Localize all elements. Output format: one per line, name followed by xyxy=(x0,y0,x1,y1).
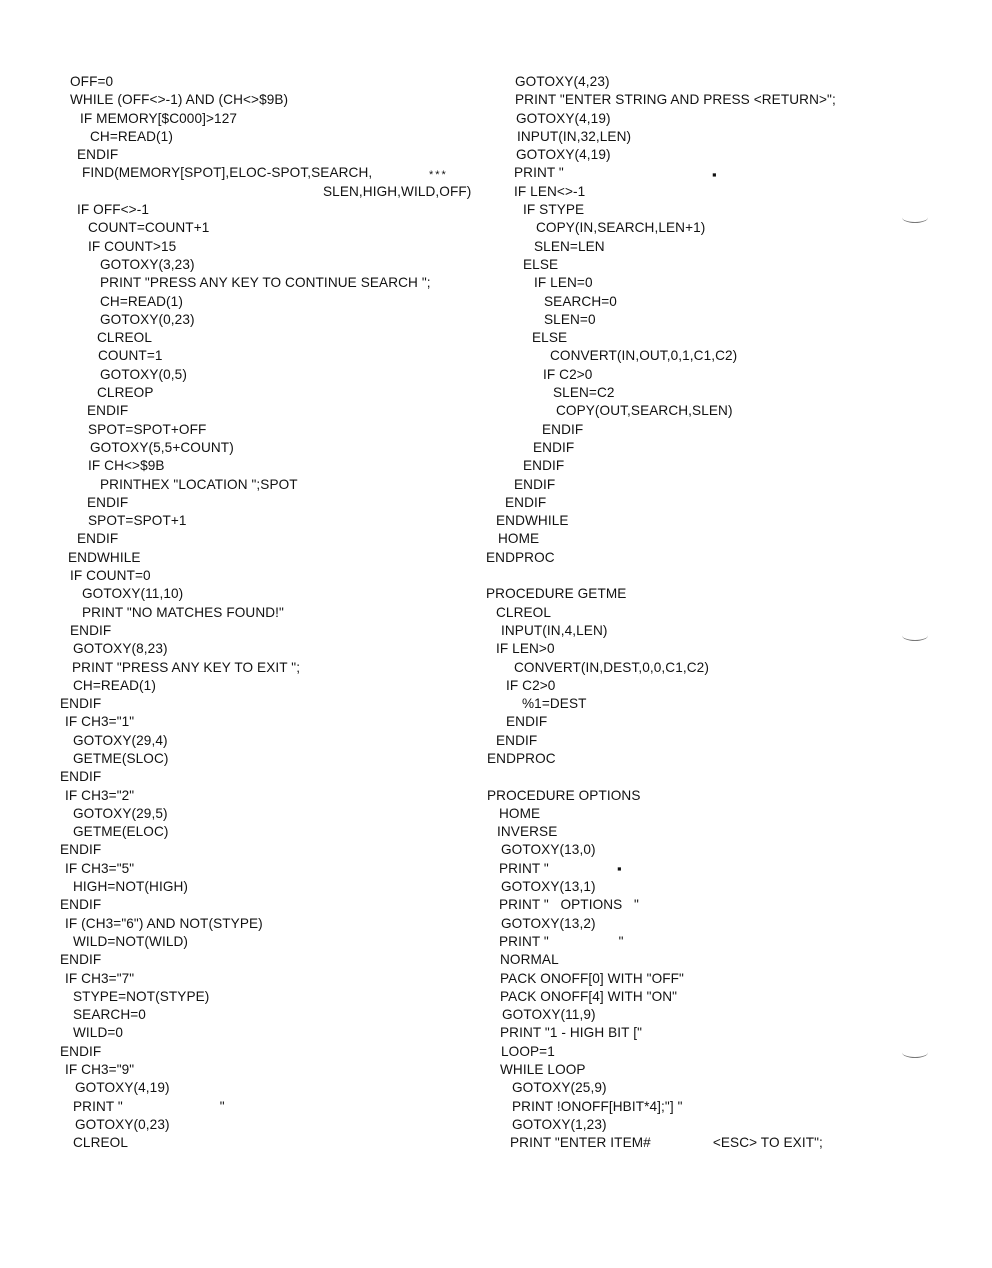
code-line: ENDIF xyxy=(60,696,102,712)
code-line: ELSE xyxy=(523,256,559,272)
code-line: IF LEN=0 xyxy=(534,275,593,291)
code-line: GOTOXY(11,10) xyxy=(82,586,184,602)
code-line: CLREOL xyxy=(496,604,551,620)
code-line: SPOT=SPOT+OFF xyxy=(88,421,207,437)
code-line: IF COUNT>15 xyxy=(88,238,177,254)
code-line: SLEN=0 xyxy=(544,311,596,327)
code-line: IF OFF<>-1 xyxy=(77,202,150,218)
code-column-left xyxy=(60,73,490,1153)
code-line xyxy=(486,768,936,786)
code-line: ENDIF xyxy=(533,439,575,455)
code-line: INPUT(IN,4,LEN) xyxy=(501,622,608,638)
code-line: WILD=0 xyxy=(73,1025,124,1041)
code-line: IF CH3="1" xyxy=(65,714,135,730)
stray-mark-dot: ▪ xyxy=(712,167,717,182)
code-line: GOTOXY(29,5) xyxy=(73,805,168,821)
code-line: FIND(MEMORY[SPOT],ELOC-SPOT,SEARCH, xyxy=(82,165,373,181)
code-line: PRINT "PRESS ANY KEY TO CONTINUE SEARCH "; xyxy=(100,275,431,291)
code-line: IF LEN>0 xyxy=(496,641,555,657)
code-line: IF CH3="9" xyxy=(65,1062,135,1078)
code-line: HOME xyxy=(499,805,541,821)
code-line: GOTOXY(13,0) xyxy=(501,842,596,858)
margin-tick-mark xyxy=(902,212,928,223)
code-line: GOTOXY(0,23) xyxy=(75,1116,170,1132)
code-line: ENDIF xyxy=(87,403,129,419)
code-line: PRINTHEX "LOCATION ";SPOT xyxy=(100,476,298,492)
code-line: GOTOXY(29,4) xyxy=(73,732,168,748)
code-line: GOTOXY(4,19) xyxy=(516,147,611,163)
code-line: IF C2>0 xyxy=(506,677,556,693)
code-line: GOTOXY(25,9) xyxy=(512,1080,607,1096)
code-line: ENDPROC xyxy=(486,549,555,565)
code-line: CH=READ(1) xyxy=(100,293,183,309)
code-line: PRINT " xyxy=(514,165,564,181)
code-line-continuation: SLEN,HIGH,WILD,OFF) xyxy=(323,184,472,199)
code-line: GETME(ELOC) xyxy=(73,824,169,840)
code-line: ENDWHILE xyxy=(496,513,569,529)
code-line: COUNT=COUNT+1 xyxy=(88,220,210,236)
code-line: CLREOL xyxy=(97,330,152,346)
code-line: COPY(OUT,SEARCH,SLEN) xyxy=(556,403,733,419)
code-line: GOTOXY(8,23) xyxy=(73,641,168,657)
code-line: CLREOP xyxy=(97,385,154,401)
code-line: PRINT " " xyxy=(73,1098,225,1114)
code-line: HIGH=NOT(HIGH) xyxy=(73,879,189,895)
code-line: IF COUNT=0 xyxy=(70,568,151,584)
code-line: GOTOXY(4,23) xyxy=(515,74,610,89)
code-line: GOTOXY(0,5) xyxy=(100,366,187,382)
code-line: SLEN=LEN xyxy=(534,238,605,254)
code-line: %1=DEST xyxy=(522,696,587,712)
code-line: CH=READ(1) xyxy=(73,677,156,693)
code-line: ENDIF xyxy=(77,531,119,547)
code-line: PRINT "1 - HIGH BIT [" xyxy=(500,1025,643,1041)
code-line: PROCEDURE GETME xyxy=(486,586,627,602)
margin-tick-mark xyxy=(902,1047,928,1058)
code-line: ENDIF xyxy=(60,897,102,913)
code-line: IF LEN<>-1 xyxy=(514,183,586,199)
code-line: STYPE=NOT(STYPE) xyxy=(73,988,210,1004)
code-line: PRINT !ONOFF[HBIT*4];"] " xyxy=(512,1098,683,1114)
continuation-marker: *** xyxy=(429,169,448,181)
code-line: HOME xyxy=(498,531,540,547)
code-line: IF STYPE xyxy=(523,202,585,218)
code-line xyxy=(486,567,936,585)
code-line: PACK ONOFF[4] WITH "ON" xyxy=(500,988,678,1004)
code-line: IF CH3="7" xyxy=(65,970,135,986)
code-line: ENDIF xyxy=(77,147,119,163)
code-line: IF CH<>$9B xyxy=(88,458,165,474)
code-line: IF C2>0 xyxy=(543,366,593,382)
code-line: ENDIF xyxy=(542,421,584,437)
code-line: GOTOXY(3,23) xyxy=(100,256,195,272)
code-line: INVERSE xyxy=(497,824,558,840)
code-line: IF CH3="5" xyxy=(65,860,135,876)
code-line: WHILE (OFF<>-1) AND (CH<>$9B) xyxy=(70,92,289,108)
code-line: GETME(SLOC) xyxy=(73,750,169,766)
code-line: PRINT "NO MATCHES FOUND!" xyxy=(82,604,284,620)
code-line: WHILE LOOP xyxy=(500,1062,586,1078)
margin-tick-mark xyxy=(902,630,928,641)
code-line: INPUT(IN,32,LEN) xyxy=(517,128,632,144)
code-line: ENDIF xyxy=(60,769,102,785)
code-line: CONVERT(IN,OUT,0,1,C1,C2) xyxy=(550,348,738,364)
code-line: CONVERT(IN,DEST,0,0,C1,C2) xyxy=(514,659,709,675)
code-line: ENDIF xyxy=(496,732,538,748)
code-line: ENDIF xyxy=(70,622,112,638)
code-line: NORMAL xyxy=(500,952,559,968)
code-column-right xyxy=(486,73,936,1153)
code-line: WILD=NOT(WILD) xyxy=(73,933,189,949)
code-line: PRINT " " xyxy=(499,933,624,949)
code-line: PACK ONOFF[0] WITH "OFF" xyxy=(500,970,684,986)
code-line: GOTOXY(13,1) xyxy=(501,879,596,895)
code-line: OFF=0 xyxy=(70,74,114,89)
code-line: PRINT "PRESS ANY KEY TO EXIT "; xyxy=(72,659,301,675)
code-line: CH=READ(1) xyxy=(90,128,173,144)
code-line: ENDIF xyxy=(60,1043,102,1059)
code-line: SPOT=SPOT+1 xyxy=(88,513,187,529)
code-line: IF (CH3="6") AND NOT(STYPE) xyxy=(65,915,263,931)
code-line: COUNT=1 xyxy=(98,348,163,364)
code-line: PRINT " xyxy=(499,860,549,876)
code-line: ELSE xyxy=(532,330,568,346)
code-line: ENDWHILE xyxy=(68,549,141,565)
code-line: ENDIF xyxy=(523,458,565,474)
code-line: GOTOXY(11,9) xyxy=(502,1007,596,1023)
code-line: COPY(IN,SEARCH,LEN+1) xyxy=(536,220,706,236)
code-line: ENDIF xyxy=(60,952,102,968)
code-line: PRINT " OPTIONS " xyxy=(499,897,639,913)
code-line: IF MEMORY[$C000]>127 xyxy=(80,110,238,126)
code-line: ENDIF xyxy=(87,494,129,510)
code-line: ENDPROC xyxy=(487,750,556,766)
code-line: ENDIF xyxy=(60,842,102,858)
code-line: ENDIF xyxy=(506,714,548,730)
code-line: GOTOXY(4,19) xyxy=(516,110,611,126)
code-line: ENDIF xyxy=(505,494,547,510)
code-line: GOTOXY(5,5+COUNT) xyxy=(90,439,234,455)
stray-mark-dot: ▪ xyxy=(617,861,622,876)
code-line: LOOP=1 xyxy=(501,1043,555,1059)
code-line: SEARCH=0 xyxy=(73,1007,146,1023)
code-line: PRINT "ENTER STRING AND PRESS <RETURN>"; xyxy=(515,92,836,108)
code-line: PRINT "ENTER ITEM# <ESC> TO EXIT"; xyxy=(510,1135,823,1151)
code-line: IF CH3="2" xyxy=(65,787,135,803)
code-line: SLEN=C2 xyxy=(553,385,615,401)
code-line: GOTOXY(4,19) xyxy=(75,1080,170,1096)
code-line: GOTOXY(1,23) xyxy=(512,1116,607,1132)
code-line: GOTOXY(0,23) xyxy=(100,311,195,327)
code-line: GOTOXY(13,2) xyxy=(501,915,596,931)
code-line: CLREOL xyxy=(73,1135,128,1151)
code-line: SEARCH=0 xyxy=(544,293,617,309)
code-line: PROCEDURE OPTIONS xyxy=(487,787,641,803)
code-line: ENDIF xyxy=(514,476,556,492)
